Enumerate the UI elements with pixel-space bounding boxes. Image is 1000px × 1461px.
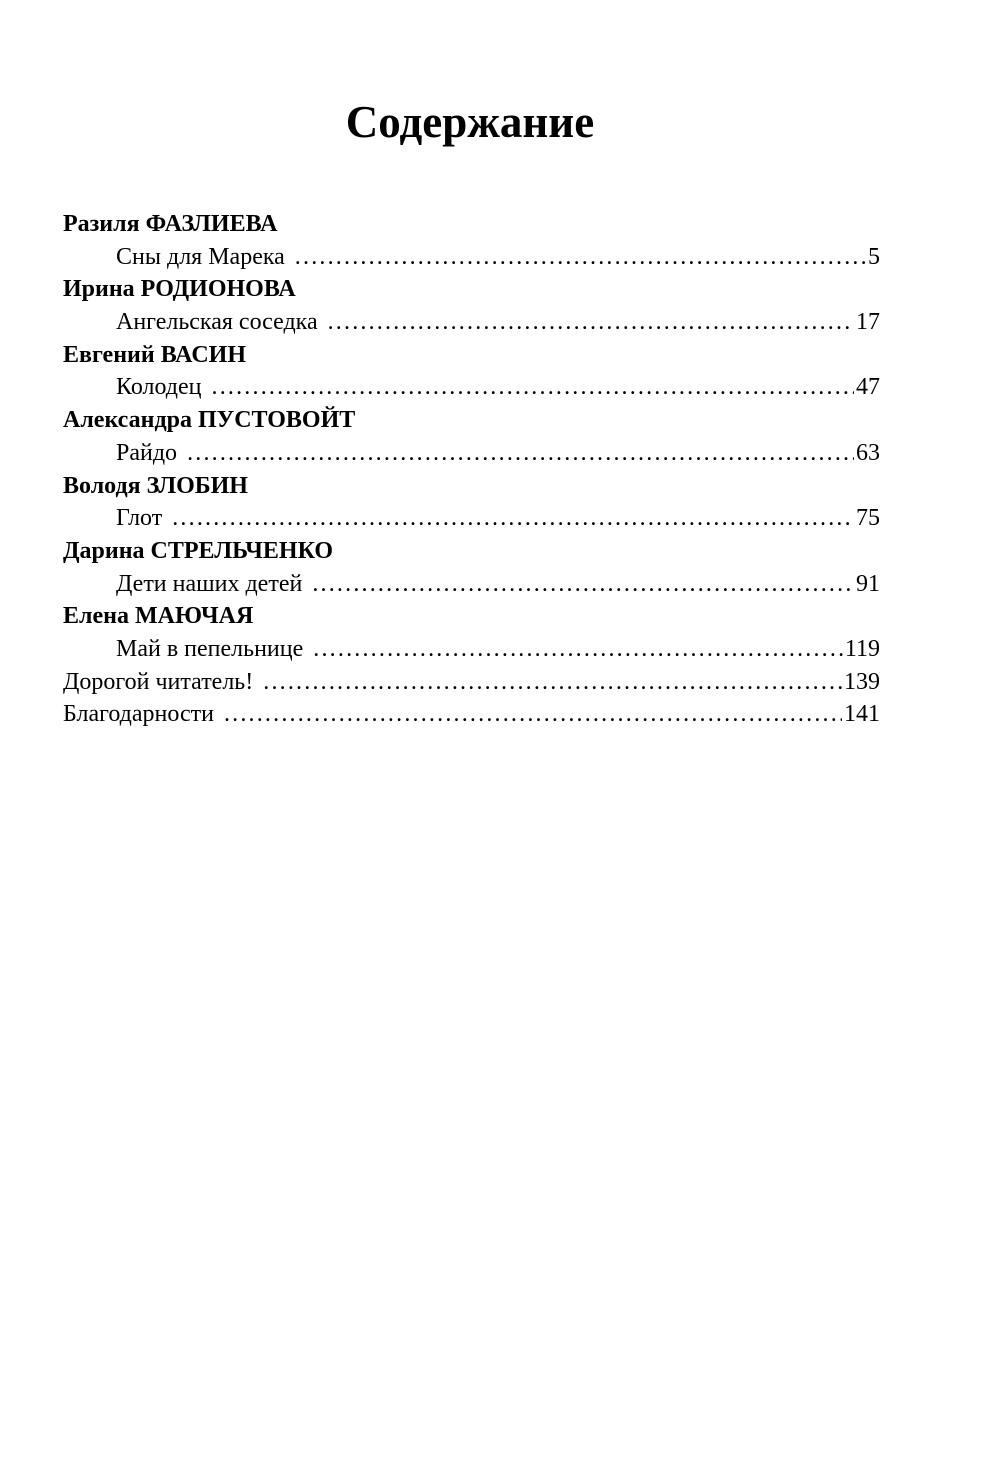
page-number: 75 (856, 505, 880, 532)
toc-entry[interactable] (63, 633, 880, 666)
entry-title: Глот (116, 505, 163, 532)
entry-title: Дорогой читатель! (63, 668, 254, 695)
page-number: 5 (868, 243, 880, 270)
toc-author (63, 339, 880, 372)
author-name: Дарина СТРЕЛЬЧЕНКО (63, 537, 334, 564)
page-number: 139 (844, 668, 880, 695)
table-of-contents (63, 208, 880, 731)
author-name: Александра ПУСТОВОЙТ (63, 407, 356, 434)
toc-author (63, 208, 880, 241)
toc-entry[interactable] (63, 371, 880, 404)
toc-entry[interactable] (63, 306, 880, 339)
author-name: Елена МАЮЧАЯ (63, 603, 254, 630)
entry-title: Май в пепельнице (116, 635, 304, 662)
toc-author (63, 535, 880, 568)
toc-entry[interactable] (63, 502, 880, 535)
entry-title: Сны для Марека (116, 243, 285, 270)
page-number: 91 (856, 570, 880, 597)
dot-leader (295, 241, 866, 274)
author-name: Володя ЗЛОБИН (63, 472, 248, 499)
page-number: 17 (856, 309, 880, 336)
toc-entry[interactable] (63, 437, 880, 470)
toc-author (63, 273, 880, 306)
page-number: 63 (856, 439, 880, 466)
page-number: 47 (856, 374, 880, 401)
entry-title: Дети наших детей (116, 570, 303, 597)
dot-leader (312, 568, 854, 601)
dot-leader (224, 698, 842, 731)
toc-entry[interactable] (63, 698, 880, 731)
dot-leader (313, 633, 843, 666)
dot-leader (328, 306, 854, 339)
entry-title: Колодец (116, 374, 202, 401)
dot-leader (172, 502, 854, 535)
toc-author (63, 470, 880, 503)
dot-leader (263, 666, 842, 699)
page-number: 141 (844, 701, 880, 728)
entry-title: Райдо (116, 439, 178, 466)
author-name: Разиля ФАЗЛИЕВА (63, 211, 278, 237)
author-name: Ирина РОДИОНОВА (63, 276, 296, 303)
toc-author (63, 404, 880, 437)
toc-entry[interactable] (63, 568, 880, 601)
toc-entry[interactable] (63, 666, 880, 699)
entry-title: Ангельская соседка (116, 309, 318, 336)
dot-leader (187, 437, 854, 470)
dot-leader (212, 371, 855, 404)
toc-entry[interactable] (63, 241, 880, 274)
entry-title: Благодарности (63, 701, 214, 728)
page-number: 119 (844, 635, 880, 662)
author-name: Евгений ВАСИН (63, 341, 246, 368)
toc-author (63, 600, 880, 633)
page-title: Содержание (345, 97, 595, 147)
